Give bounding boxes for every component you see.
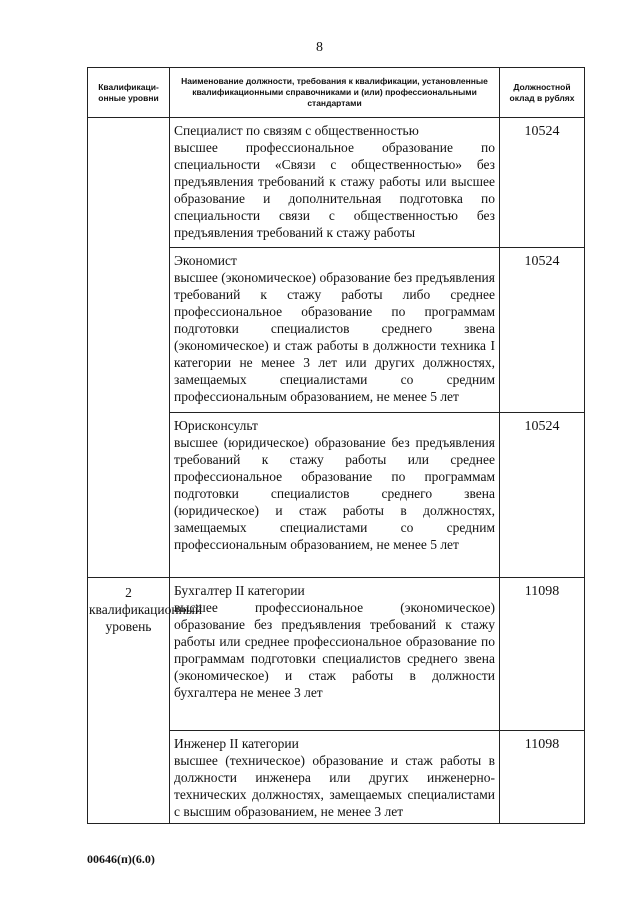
position-requirements: высшее профессиональное (экономическое) образование без предъявления требований к стажу работы или среднее профессиональное образование по программам подготовки специалистов среднего звена (экономическое) и стаж работы в должности бухгалтера не менее 3 лет bbox=[174, 600, 495, 700]
salary-cell: 10524 bbox=[500, 413, 585, 578]
qualification-level-cell: 2 квалификационный уровень bbox=[88, 578, 170, 824]
position-requirements: высшее (техническое) образование и стаж работы в должности инженера или других инженерно-технических должностях, замещаемых специалистами с высшим образованием, не менее 3 лет bbox=[174, 753, 495, 819]
header-salary: Должностной оклад в рублях bbox=[500, 68, 585, 118]
header-position-requirements: Наименование должности, требования к квалификации, установленные квалификационными справочниками и (или) профессиональными стандартами bbox=[170, 68, 500, 118]
page-number: 8 bbox=[316, 40, 323, 55]
salary-cell: 11098 bbox=[500, 731, 585, 824]
header-qualification-levels: Квалификаци-онные уровни bbox=[88, 68, 170, 118]
position-requirements: высшее (экономическое) образование без предъявления требований к стажу работы либо среднее профессиональное образование по программам подготовки специалистов среднего звена (экономическое) и стаж работы в должности техника I категории не менее 3 лет или других должностях, замещаемых специалистами со средним профессиональным образованием, не менее 5 лет bbox=[174, 270, 495, 404]
position-requirements: высшее (юридическое) образование без предъявления требований к стажу работы или среднее профессиональное образование по программам подготовки специалистов среднего звена (юридическое) и стаж работы в должностях, замещаемых специалистами со средним профессиональным образованием, не менее 5 лет bbox=[174, 435, 495, 552]
position-title: Экономист bbox=[174, 253, 237, 268]
position-cell bbox=[170, 578, 500, 731]
table-header-row bbox=[88, 68, 585, 118]
salary-cell: 11098 bbox=[500, 578, 585, 731]
position-title: Юрисконсульт bbox=[174, 418, 258, 433]
position-requirements: высшее профессиональное образование по специальности «Связи с общественностью» без предъявления требований к стажу работы или высшее образование и дополнительная подготовка по специальности связи с общественностью без предъявления требований к стажу работы bbox=[174, 140, 495, 240]
salary-table bbox=[87, 67, 585, 824]
position-title: Бухгалтер II категории bbox=[174, 583, 305, 598]
salary-cell: 10524 bbox=[500, 118, 585, 248]
document-code: 00646(п)(6.0) bbox=[87, 852, 155, 866]
position-cell bbox=[170, 413, 500, 578]
salary-cell: 10524 bbox=[500, 248, 585, 413]
table-row bbox=[88, 578, 585, 731]
position-title: Специалист по связям с общественностью bbox=[174, 123, 419, 138]
table-row bbox=[88, 118, 585, 248]
position-title: Инженер II категории bbox=[174, 736, 299, 751]
qualification-level-cell bbox=[88, 118, 170, 578]
position-cell bbox=[170, 731, 500, 824]
position-cell bbox=[170, 248, 500, 413]
position-cell bbox=[170, 118, 500, 248]
